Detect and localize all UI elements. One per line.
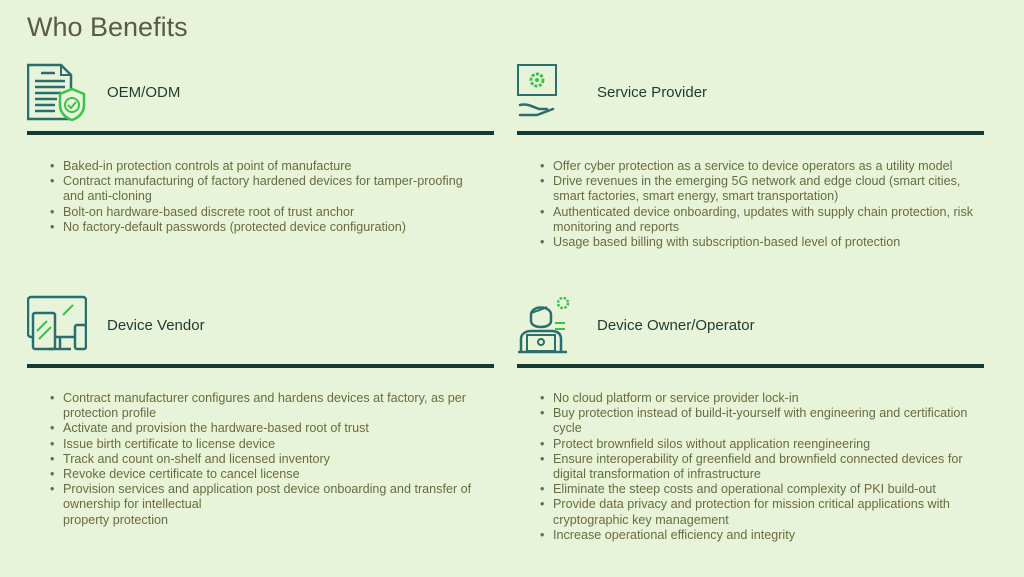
list-item: • Contract manufacturer configures and hardens devices at factory, as per protection profile: [63, 391, 483, 421]
divider: [27, 364, 494, 368]
section-heading: Device Owner/Operator: [597, 317, 755, 334]
list-item: • Provision services and application post device onboarding and transfer of ownership for intellectual property protection: [63, 482, 483, 528]
list-item: • No factory-default passwords (protected device configuration): [63, 220, 483, 235]
page-title: Who Benefits: [27, 12, 188, 42]
bullet-list: [517, 391, 988, 543]
list-item: • Ensure interoperability of greenfield and brownfield connected devices for digital transformation of infrastructure: [553, 452, 988, 482]
list-item: • Offer cyber protection as a service to device operators as a utility model: [553, 159, 988, 174]
bullet-list: [27, 159, 483, 235]
list-item: • Buy protection instead of build-it-yourself with engineering and certification cycle: [553, 406, 988, 436]
list-item: • Contract manufacturing of factory hardened devices for tamper-proofing and anti-cloning: [63, 174, 483, 204]
section-heading: Device Vendor: [107, 317, 205, 334]
list-item: • Drive revenues in the emerging 5G network and edge cloud (smart cities, smart factories, smart energy, smart transportation): [553, 174, 988, 204]
list-item: • Revoke device certificate to cancel license: [63, 467, 483, 482]
list-item: • Provide data privacy and protection for mission critical applications with cryptographic key management: [553, 497, 988, 527]
section-heading: Service Provider: [597, 84, 708, 101]
list-item: • Issue birth certificate to license device: [63, 437, 483, 452]
list-item: • Activate and provision the hardware-based root of trust: [63, 421, 483, 436]
list-item: • Protect brownfield silos without application reengineering: [553, 437, 988, 452]
bullet-list: [27, 391, 483, 528]
list-item: • Track and count on-shelf and licensed inventory: [63, 452, 483, 467]
list-item: • Bolt-on hardware-based discrete root of trust anchor: [63, 205, 483, 220]
user-laptop-gear-icon: [517, 295, 577, 355]
divider: [517, 131, 984, 135]
devices-icon: [27, 295, 87, 355]
list-item: • No cloud platform or service provider lock-in: [553, 391, 988, 406]
document-shield-icon: [27, 63, 87, 123]
bullet-list: [517, 159, 988, 250]
divider: [27, 131, 494, 135]
list-item: • Increase operational efficiency and integrity: [553, 528, 988, 543]
hand-gear-icon: [517, 63, 577, 123]
list-item: • Eliminate the steep costs and operational complexity of PKI build-out: [553, 482, 988, 497]
list-item: • Baked-in protection controls at point of manufacture: [63, 159, 483, 174]
divider: [517, 364, 984, 368]
list-item: • Usage based billing with subscription-based level of protection: [553, 235, 988, 250]
section-heading: OEM/ODM: [107, 84, 181, 101]
list-item: • Authenticated device onboarding, updates with supply chain protection, risk monitoring and reports: [553, 205, 988, 235]
